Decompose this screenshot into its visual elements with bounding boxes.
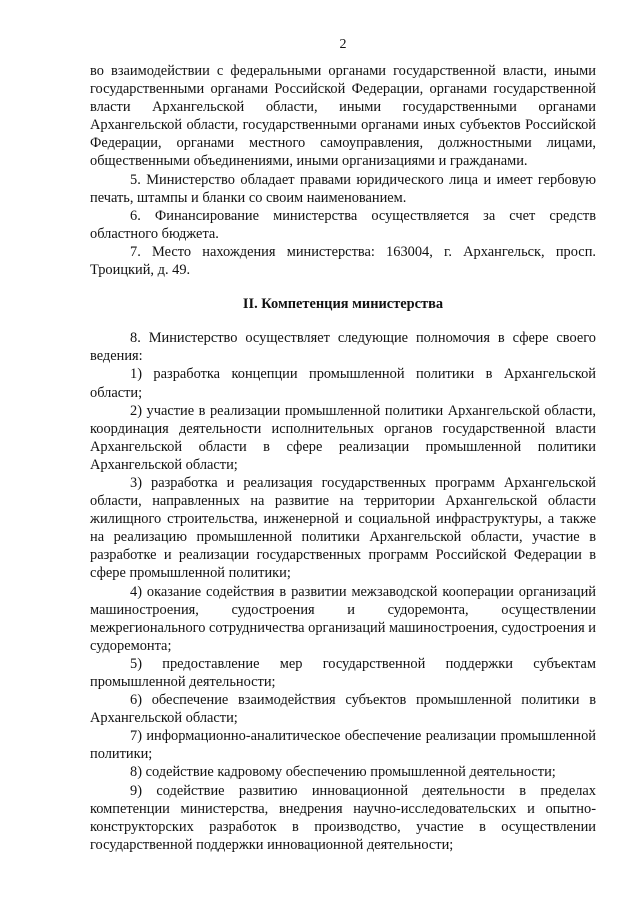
list-item-3: 3) разработка и реализация государственных программ Архангельской области, направленных на развитие на территории Архангельской области жилищного строительства, инженерной и социальной инфраструктуры, а также на реализацию промышленной политики Архангельской области, участие в разработке и реализации государственных программ Российской Федерации в сфере промышленной политики; <box>90 474 596 582</box>
page-number: 2 <box>339 37 347 52</box>
list-item-1: 1) разработка концепции промышленной политики в Архангельской области; <box>90 366 596 401</box>
list-item-2: 2) участие в реализации промышленной политики Архангельской области, координация деятельности исполнительных органов государственной власти Архангельской области в сфере реализации промышленной политики Архангельской области; <box>90 402 596 473</box>
list-item-6: 6) обеспечение взаимодействия субъектов промышленной политики в Архангельской области; <box>90 692 596 727</box>
list-item-5: 5) предоставление мер государственной поддержки субъектам промышленной деятельности; <box>90 655 596 690</box>
list-item-8: 8) содействие кадровому обеспечению промышленной деятельности; <box>130 764 556 781</box>
paragraph-continuation: во взаимодействии с федеральными органами государственной власти, иными государственными органами Российской Федерации, органами государственной власти Архангельской области, иными государственными органами Архангельской области, государственными органами иных субъектов Российской Федерации, органами местного самоуправления, должностными лицами, общественными объединениями, иными организациями и гражданами. <box>90 63 596 170</box>
paragraph-item-7: 7. Место нахождения министерства: 163004, г. Архангельск, просп. Троицкий, д. 49. <box>90 243 596 279</box>
list-item-9: 9) содействие развитию инновационной деятельности в пределах компетенции министерства, внедрения научно-исследовательских и опытно-конструкторских разработок в производство, участие в осуществлении государственной поддержки инновационной деятельности; <box>90 782 596 853</box>
document-page <box>90 36 596 854</box>
list-item-7: 7) информационно-аналитическое обеспечение реализации промышленной политики; <box>90 728 596 763</box>
list-item-4: 4) оказание содействия в развитии межзаводской кооперации организаций машиностроения, судостроения и судоремонта, осуществлении межрегионального сотрудничества организаций машиностроения, судостроения и судоремонта; <box>90 583 596 654</box>
section-title: II. Компетенция министерства <box>242 296 444 313</box>
paragraph-item-5: 5. Министерство обладает правами юридического лица и имеет гербовую печать, штампы и бланки со своим наименованием. <box>90 171 596 206</box>
paragraph-item-8: 8. Министерство осуществляет следующие полномочия в сфере своего ведения: <box>90 330 596 365</box>
paragraph-item-6: 6. Финансирование министерства осуществляется за счет средств областного бюджета. <box>90 207 596 242</box>
